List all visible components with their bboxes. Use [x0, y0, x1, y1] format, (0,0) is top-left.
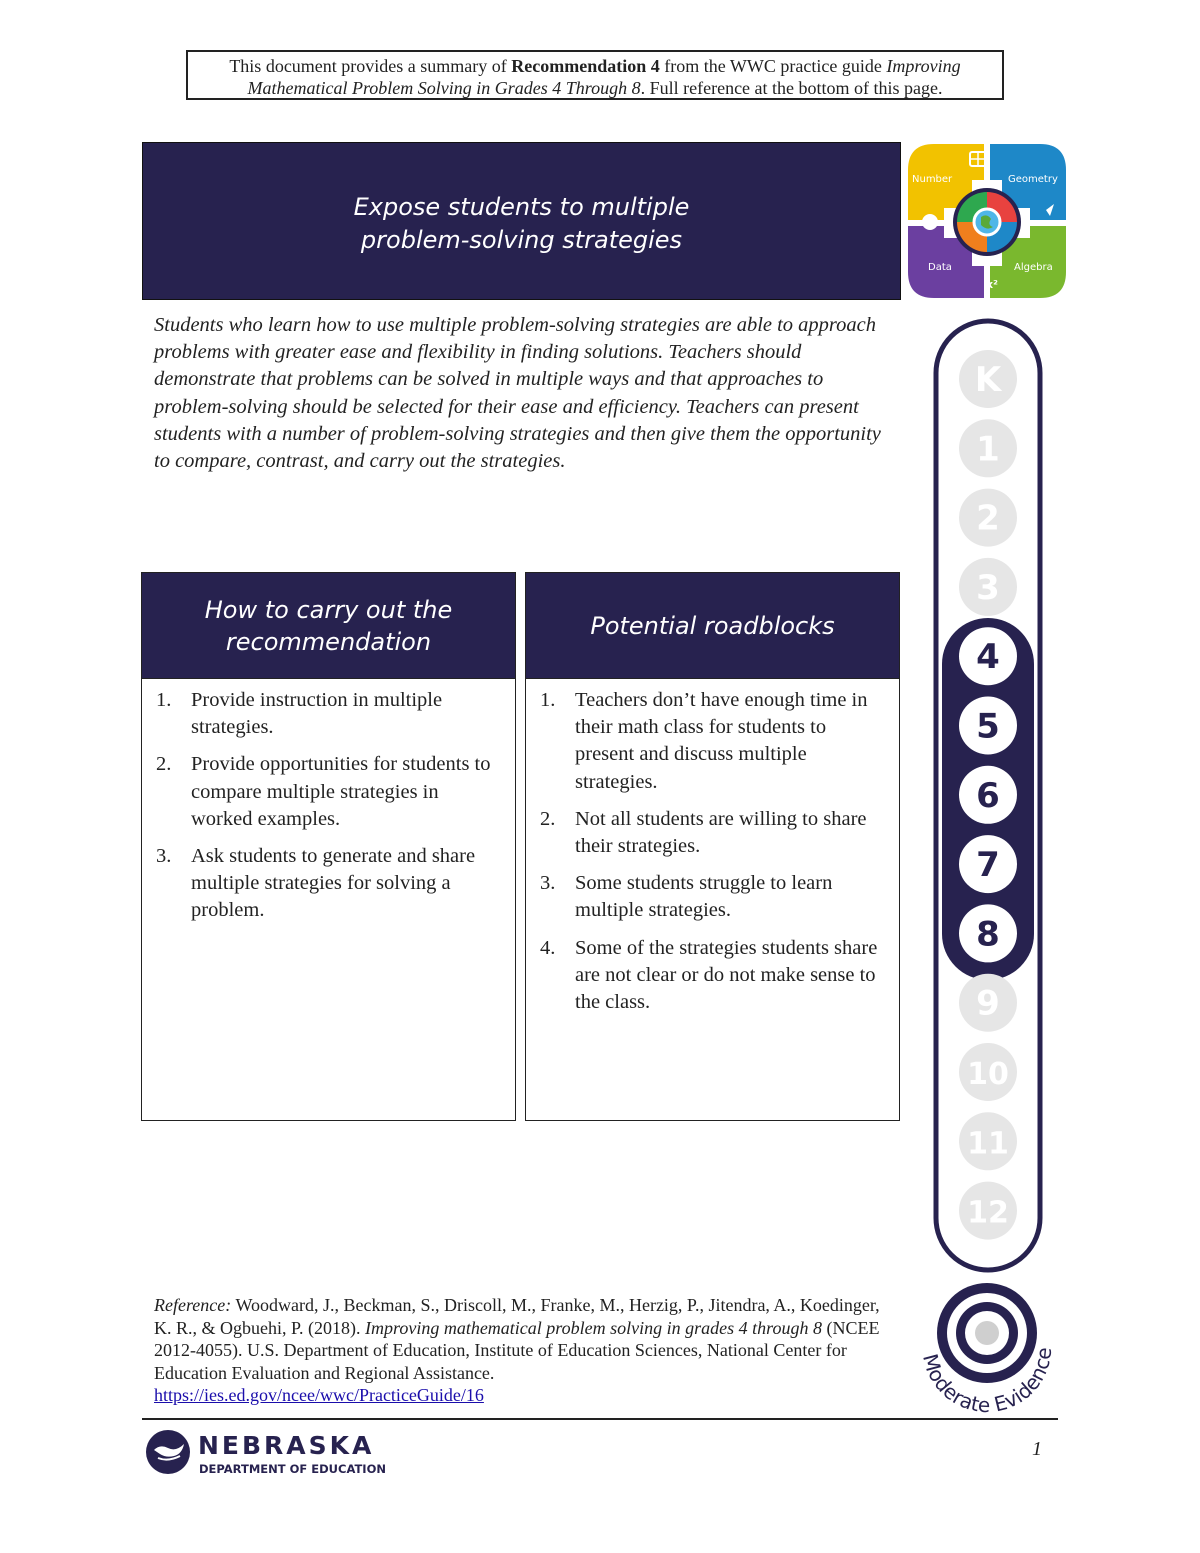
grade-label-11: 11	[967, 1126, 1009, 1162]
summary-guide-title: Improving Mathematical Problem Solving in Grades 4 Through 8	[247, 56, 961, 98]
title-banner	[142, 142, 901, 300]
banner-line-2: problem-solving strategies	[360, 226, 683, 254]
list-item: 1. Provide instruction in multiple strategies.	[156, 689, 443, 739]
summary-mid: from the WWC practice guide	[659, 56, 887, 76]
logo-x-squared-label: x²	[986, 278, 998, 291]
banner-line-1: Expose students to multiple	[353, 193, 690, 221]
grade-label-9: 9	[976, 983, 1000, 1024]
how-to-box	[141, 572, 516, 1121]
list-item: 2. Provide opportunities for students to compare multiple strategies in worked examples.	[156, 753, 491, 830]
intro-paragraph: Students who learn how to use multiple problem-solving strategies are able to approach problems with greater ease and flexibility in finding solutions. Teachers should demonstrate that problems can be solved in multiple ways and that approaches to problem-solving should be selected for their ease and efficiency. Teachers can present students with a number of problem-solving strategies and then give them the opportunity to compare, contrast, and carry out the strategies.	[154, 314, 881, 473]
list-item: 2. Not all students are willing to share their strategies.	[540, 807, 867, 858]
logo-number-label: Number	[912, 174, 953, 185]
summary-bold: Recommendation 4	[511, 56, 660, 76]
grade-label-K: K	[974, 360, 1002, 400]
grade-label-10: 10	[967, 1057, 1009, 1092]
how-to-heading: How to carry out the recommendation	[142, 573, 515, 679]
list-item: 3. Some students struggle to learn multiple strategies.	[540, 872, 833, 922]
reference-authors: Woodward, J., Beckman, S., Driscoll, M., Franke, M., Herzig, P., Jitendra, A., Koedinger, K. R., & Ogbuehi, P. (2018).	[154, 1295, 880, 1338]
roadblocks-box	[525, 572, 900, 1121]
grade-band-bar	[933, 318, 1043, 1273]
grade-label-8: 8	[976, 914, 1000, 955]
summary-pre: This document provides a summary of	[229, 56, 512, 76]
math-domains-logo-icon	[904, 140, 1070, 302]
reference-label: Reference:	[154, 1295, 232, 1315]
logo-geometry-label: Geometry	[1008, 174, 1058, 185]
grade-label-2: 2	[976, 498, 1000, 539]
grade-label-1: 1	[976, 429, 1000, 470]
page-number: 1	[1032, 1438, 1042, 1460]
grade-label-3: 3	[976, 567, 1000, 608]
reference-block	[154, 1294, 894, 1407]
logo-algebra-label: Algebra	[1014, 262, 1053, 273]
department-name: DEPARTMENT OF EDUCATION	[199, 1462, 386, 1476]
moderate-evidence-badge	[905, 1278, 1065, 1418]
moderate-evidence-text: Moderate Evidence	[918, 1346, 1057, 1418]
reference-rest: (NCEE 2012-4055). U.S. Department of Education, Institute of Education Sciences, National Center for Education Evaluation and Regional Assistance.	[154, 1317, 880, 1383]
how-to-list	[142, 679, 515, 925]
grade-label-5: 5	[976, 706, 1000, 747]
footer-divider	[142, 1418, 1058, 1420]
list-item: 4. Some of the strategies students share are not clear or do not make sense to the class.	[540, 936, 878, 1014]
roadblocks-list	[526, 679, 899, 1016]
list-item: 1. Teachers don’t have enough time in their math class for students to present and discuss multiple strategies.	[540, 689, 868, 793]
nebraska-name: NEBRASKA	[198, 1431, 375, 1460]
grade-label-6: 6	[976, 775, 1000, 816]
reference-title: Improving mathematical problem solving in grades 4 through 8	[365, 1317, 822, 1338]
grade-label-12: 12	[967, 1195, 1009, 1231]
grade-label-4: 4	[976, 637, 1000, 678]
summary-post: . Full reference at the bottom of this page.	[640, 78, 943, 98]
roadblocks-heading: Potential roadblocks	[526, 573, 899, 679]
reference-link[interactable]: https://ies.ed.gov/ncee/wwc/PracticeGuide/16	[154, 1385, 484, 1405]
summary-box	[186, 50, 1004, 100]
grade-label-7: 7	[976, 845, 1000, 886]
nebraska-education-logo	[146, 1428, 386, 1480]
list-item: 3. Ask students to generate and share multiple strategies for solving a problem.	[156, 845, 476, 922]
logo-data-label: Data	[928, 262, 952, 273]
